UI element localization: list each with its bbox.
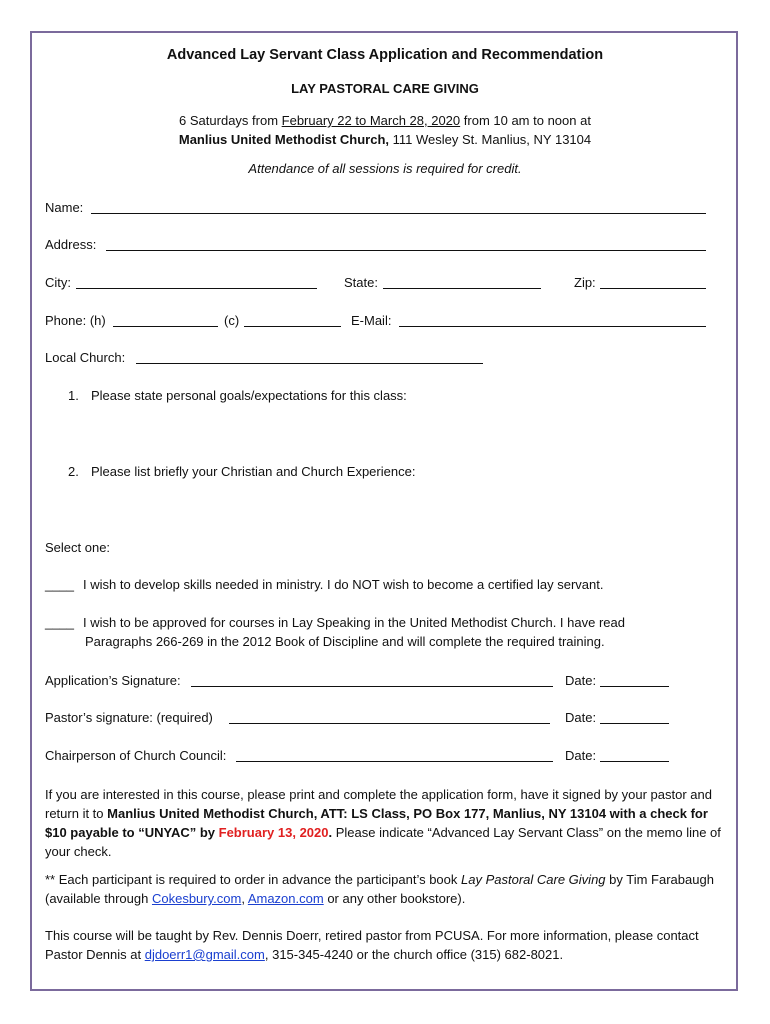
amazon-link[interactable]: Amazon.com	[247, 891, 324, 906]
applicant-date-label: Date:	[565, 673, 597, 688]
email-field[interactable]	[399, 326, 706, 327]
applicant-signature-label: Application’s Signature:	[45, 673, 181, 688]
church-address: 111 Wesley St. Manlius, NY 13104	[389, 132, 592, 147]
book-requirement	[45, 870, 725, 908]
pastor-signature-field[interactable]	[229, 723, 550, 724]
deadline-period: .	[328, 825, 333, 840]
option-2-text-line2: Paragraphs 266-269 in the 2012 Book of Discipline and will complete the required training.	[85, 634, 605, 649]
city-field[interactable]	[76, 288, 317, 289]
question-2-number: 2.	[68, 464, 79, 479]
name-label: Name:	[45, 200, 84, 215]
state-field[interactable]	[383, 288, 541, 289]
question-1-text: Please state personal goals/expectations for this class:	[91, 388, 407, 403]
option-1-text: I wish to develop skills needed in ministry. I do NOT wish to become a certified lay servant.	[83, 577, 604, 592]
applicant-signature-field[interactable]	[191, 686, 553, 687]
pastor-date-label: Date:	[565, 710, 597, 725]
state-label: State:	[344, 275, 378, 290]
chair-signature-label: Chairperson of Church Council:	[45, 748, 227, 763]
book-author: by Tim Farabaugh (available through	[45, 872, 714, 906]
question-2-text: Please list briefly your Christian and Church Experience:	[91, 464, 416, 479]
form-title: Advanced Lay Servant Class Application and Recommendation	[166, 47, 604, 63]
city-label: City:	[45, 275, 71, 290]
cokesbury-link[interactable]: Cokesbury.com	[151, 891, 242, 906]
location-line	[32, 132, 738, 147]
book-text: ** Each participant is required to order in advance the participant’s book	[45, 872, 462, 887]
local-church-field[interactable]	[136, 363, 483, 364]
chair-date-label: Date:	[565, 748, 597, 763]
local-church-label: Local Church:	[45, 350, 126, 365]
chair-date-field[interactable]	[600, 761, 669, 762]
memo-instructions: Please indicate “Advanced Lay Servant Class” on the memo line of your check.	[45, 825, 721, 859]
phone-home-field[interactable]	[113, 326, 218, 327]
address-label: Address:	[45, 237, 97, 252]
zip-label: Zip:	[574, 275, 596, 290]
pastor-date-field[interactable]	[600, 723, 669, 724]
phone-numbers: , 315-345-4240 or the church office (315) 682-8021.	[264, 947, 564, 962]
select-one-label: Select one:	[45, 540, 111, 555]
submission-instructions	[45, 785, 725, 861]
option-1-blank[interactable]: ____	[45, 577, 74, 592]
phone-home-label: Phone: (h)	[45, 313, 106, 328]
schedule-prefix: 6 Saturdays from	[179, 113, 282, 128]
name-field[interactable]	[91, 213, 706, 214]
option-2-text-line1: I wish to be approved for courses in Lay Speaking in the United Methodist Church. I have read	[83, 615, 625, 630]
question-1-number: 1.	[68, 388, 79, 403]
applicant-date-field[interactable]	[600, 686, 669, 687]
instructor-text: This course will be taught by Rev. Dennis Doerr, retired pastor from PCUSA. For more information, please contact Pastor Dennis at	[45, 928, 699, 962]
address-field[interactable]	[106, 250, 706, 251]
phone-cell-field[interactable]	[244, 326, 341, 327]
chair-signature-field[interactable]	[236, 761, 553, 762]
contact-info	[45, 926, 725, 964]
email-link[interactable]: djdoerr1@gmail.com	[144, 947, 265, 962]
schedule-line	[32, 113, 738, 128]
book-title: Lay Pastoral Care Giving	[461, 872, 606, 887]
zip-field[interactable]	[600, 288, 706, 289]
instructions-text: If you are interested in this course, please print and complete the application form, have it signed by your pastor and return it to	[45, 787, 712, 821]
schedule-dates: February 22 to March 28, 2020	[281, 113, 461, 128]
attendance-note: Attendance of all sessions is required for credit.	[248, 161, 522, 176]
mailing-address: Manlius United Methodist Church, ATT: LS Class, PO Box 177, Manlius, NY 13104 with a check for $10 payable to “UNYAC” by	[45, 806, 708, 840]
option-2-blank[interactable]: ____	[45, 615, 74, 630]
bookstore-text: or any other bookstore).	[323, 891, 466, 906]
phone-cell-label: (c)	[224, 313, 240, 328]
schedule-time: from 10 am to noon at	[460, 113, 591, 128]
church-name: Manlius United Methodist Church,	[178, 132, 390, 147]
pastor-signature-label: Pastor’s signature: (required)	[45, 710, 213, 725]
email-label: E-Mail:	[351, 313, 392, 328]
link-separator: ,	[241, 891, 248, 906]
deadline-date: February 13, 2020	[218, 825, 329, 840]
course-subtitle: LAY PASTORAL CARE GIVING	[291, 81, 479, 96]
